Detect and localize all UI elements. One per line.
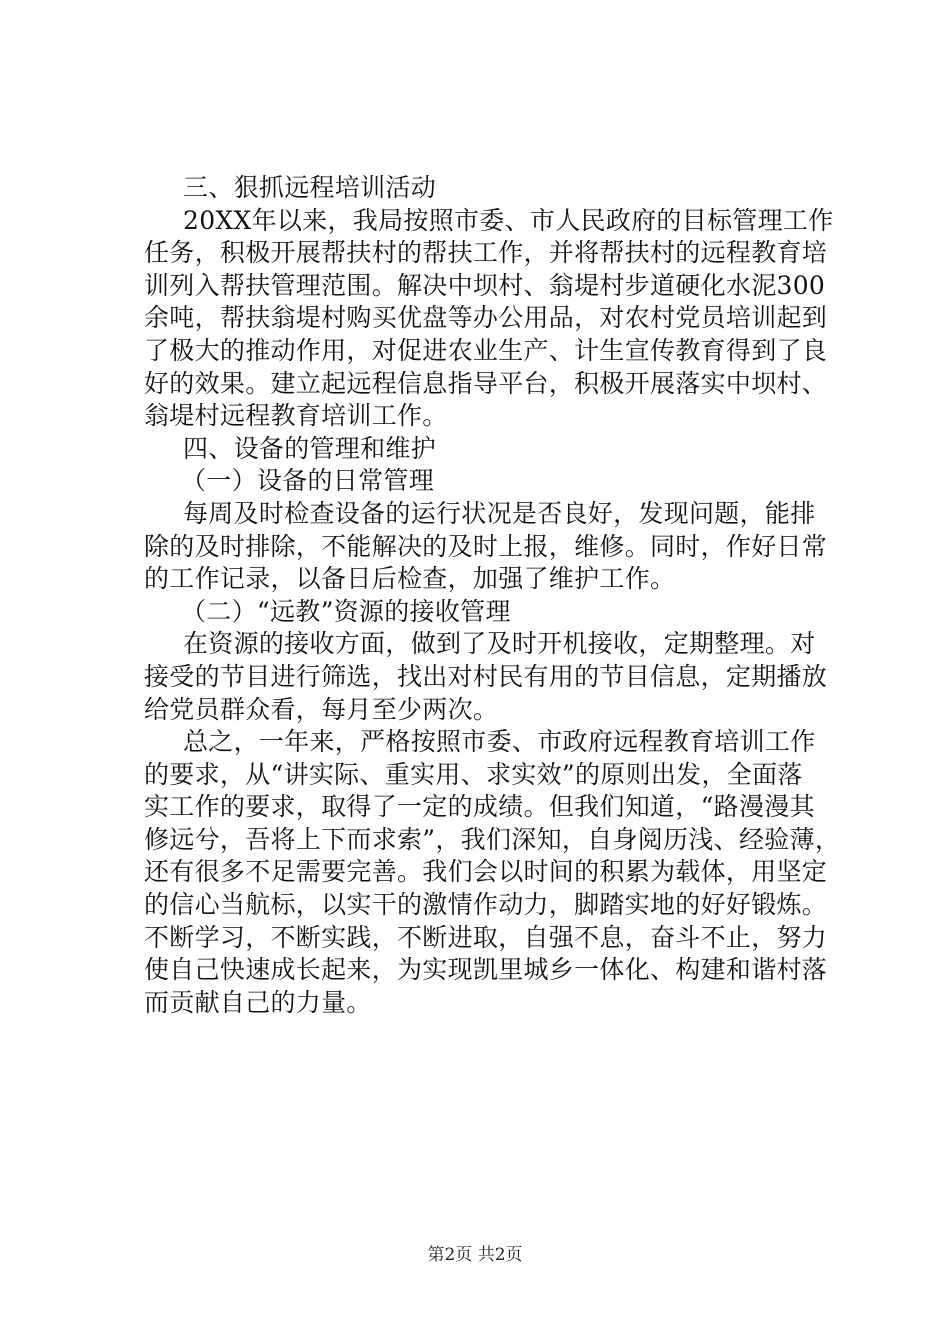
paragraph-line: 好的效果。建立起远程信息指导平台，积极开展落实中坝村、 <box>144 368 828 398</box>
paragraph-line: 修远兮，吾将上下而求索”，我们深知，自身阅历浅、经验薄， <box>144 824 841 854</box>
section-heading-remote-training: 三、狠抓远程培训活动 <box>183 173 437 202</box>
paragraph-line: 的要求，从“讲实际、重实用、求实效”的原则出发，全面落 <box>144 759 803 789</box>
paragraph-line: 20XX年以来，我局按照市委、市人民政府的目标管理工作 <box>183 205 834 235</box>
paragraph-line: 除的及时排除，不能解决的及时上报，维修。同时，作好日常 <box>144 531 828 561</box>
paragraph-line: 总之，一年来，严格按照市委、市政府远程教育培训工作 <box>183 727 816 757</box>
subsection-heading-daily-management: （一）设备的日常管理 <box>181 466 435 496</box>
paragraph-line: 的工作记录，以备日后检查，加强了维护工作。 <box>144 564 676 594</box>
subsection-heading-resource-management: （二）“远教”资源的接收管理 <box>181 596 511 626</box>
paragraph-line: 任务，积极开展帮扶村的帮扶工作，并将帮扶村的远程教育培 <box>144 238 828 268</box>
paragraph-line: 的信心当航标，以实干的激情作动力，脚踏实地的好好锻炼。 <box>144 890 828 920</box>
paragraph-line: 还有很多不足需要完善。我们会以时间的积累为载体，用坚定 <box>144 857 828 887</box>
paragraph-line: 接受的节目进行筛选，找出对村民有用的节目信息，定期播放 <box>144 661 828 691</box>
paragraph-line: 实工作的要求，取得了一定的成绩。但我们知道，“路漫漫其 <box>144 792 815 822</box>
section-heading-equipment: 四、设备的管理和维护 <box>183 433 437 463</box>
paragraph-line: 不断学习，不断实践，不断进取，自强不息，奋斗不止，努力 <box>144 922 828 952</box>
paragraph-line: 翁堤村远程教育培训工作。 <box>144 401 448 431</box>
paragraph-line: 使自己快速成长起来，为实现凯里城乡一体化、构建和谐村落 <box>144 955 828 985</box>
document-body <box>144 172 844 1019</box>
paragraph-line: 训列入帮扶管理范围。解决中坝村、翁堤村步道硬化水泥300 <box>144 270 826 300</box>
paragraph-line: 给党员群众看，每月至少两次。 <box>144 694 499 724</box>
paragraph-line: 了极大的推动作用，对促进农业生产、计生宣传教育得到了良 <box>144 335 828 365</box>
page-number-footer: 第2页 共2页 <box>427 1245 523 1265</box>
paragraph-line: 在资源的接收方面，做到了及时开机接收，定期整理。对 <box>183 629 816 659</box>
paragraph-line: 余吨，帮扶翁堤村购买优盘等办公用品，对农村党员培训起到 <box>144 303 828 333</box>
paragraph-line: 每周及时检查设备的运行状况是否良好，发现问题，能排 <box>183 498 816 528</box>
paragraph-line: 而贡献自己的力量。 <box>144 987 372 1017</box>
